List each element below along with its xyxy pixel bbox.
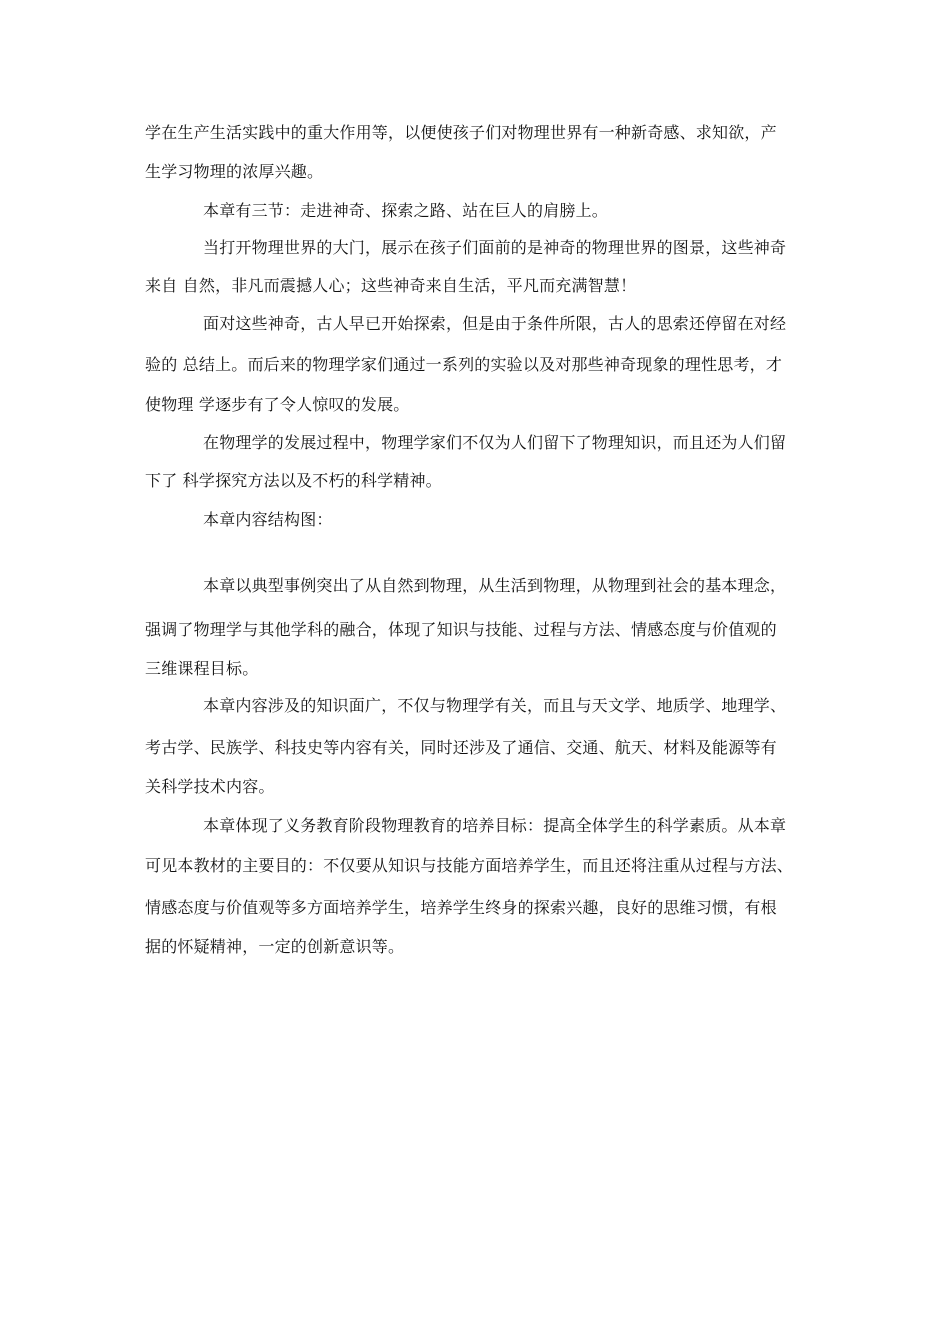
text-line: 三维课程目标。: [145, 659, 259, 678]
text-line: 来自 自然，非凡而震撼人心；这些神奇来自生活，平凡而充满智慧！: [145, 276, 637, 295]
text-line: 据的怀疑精神，一定的创新意识等。: [145, 937, 405, 956]
text-line: 学在生产生活实践中的重大作用等，以便使孩子们对物理世界有一种新奇感、求知欲，产: [145, 123, 777, 142]
text-line: 考古学、民族学、科技史等内容有关，同时还涉及了通信、交通、航天、材料及能源等有: [145, 738, 777, 757]
text-line: 本章体现了义务教育阶段物理教育的培养目标：提高全体学生的科学素质。从本章: [203, 816, 787, 835]
text-line: 情感态度与价值观等多方面培养学生，培养学生终身的探索兴趣，良好的思维习惯，有根: [145, 898, 777, 917]
text-line: 下了 科学探究方法以及不朽的科学精神。: [145, 471, 442, 490]
text-line: 生学习物理的浓厚兴趣。: [145, 162, 324, 181]
text-line: 本章以典型事例突出了从自然到物理，从生活到物理，从物理到社会的基本理念，: [203, 576, 787, 595]
text-line: 在物理学的发展过程中，物理学家们不仅为人们留下了物理知识，而且还为人们留: [203, 433, 787, 452]
text-line: 本章有三节：走进神奇、探索之路、站在巨人的肩膀上。: [203, 201, 609, 220]
text-line: 当打开物理世界的大门，展示在孩子们面前的是神奇的物理世界的图景，这些神奇: [203, 238, 787, 257]
text-line: 面对这些神奇，古人早已开始探索，但是由于条件所限，古人的思索还停留在对经: [203, 314, 787, 333]
text-line: 可见本教材的主要目的：不仅要从知识与技能方面培养学生，而且还将注重从过程与方法、: [145, 856, 794, 875]
text-line: 强调了物理学与其他学科的融合，体现了知识与技能、过程与方法、情感态度与价值观的: [145, 620, 777, 639]
text-line: 本章内容结构图：: [203, 510, 333, 529]
text-line: 本章内容涉及的知识面广，不仅与物理学有关，而且与天文学、地质学、地理学、: [203, 696, 787, 715]
text-line: 使物理 学逐步有了令人惊叹的发展。: [145, 395, 410, 414]
text-line: 关科学技术内容。: [145, 777, 275, 796]
text-line: 验的 总结上。而后来的物理学家们通过一系列的实验以及对那些神奇现象的理性思考，才: [145, 355, 783, 374]
